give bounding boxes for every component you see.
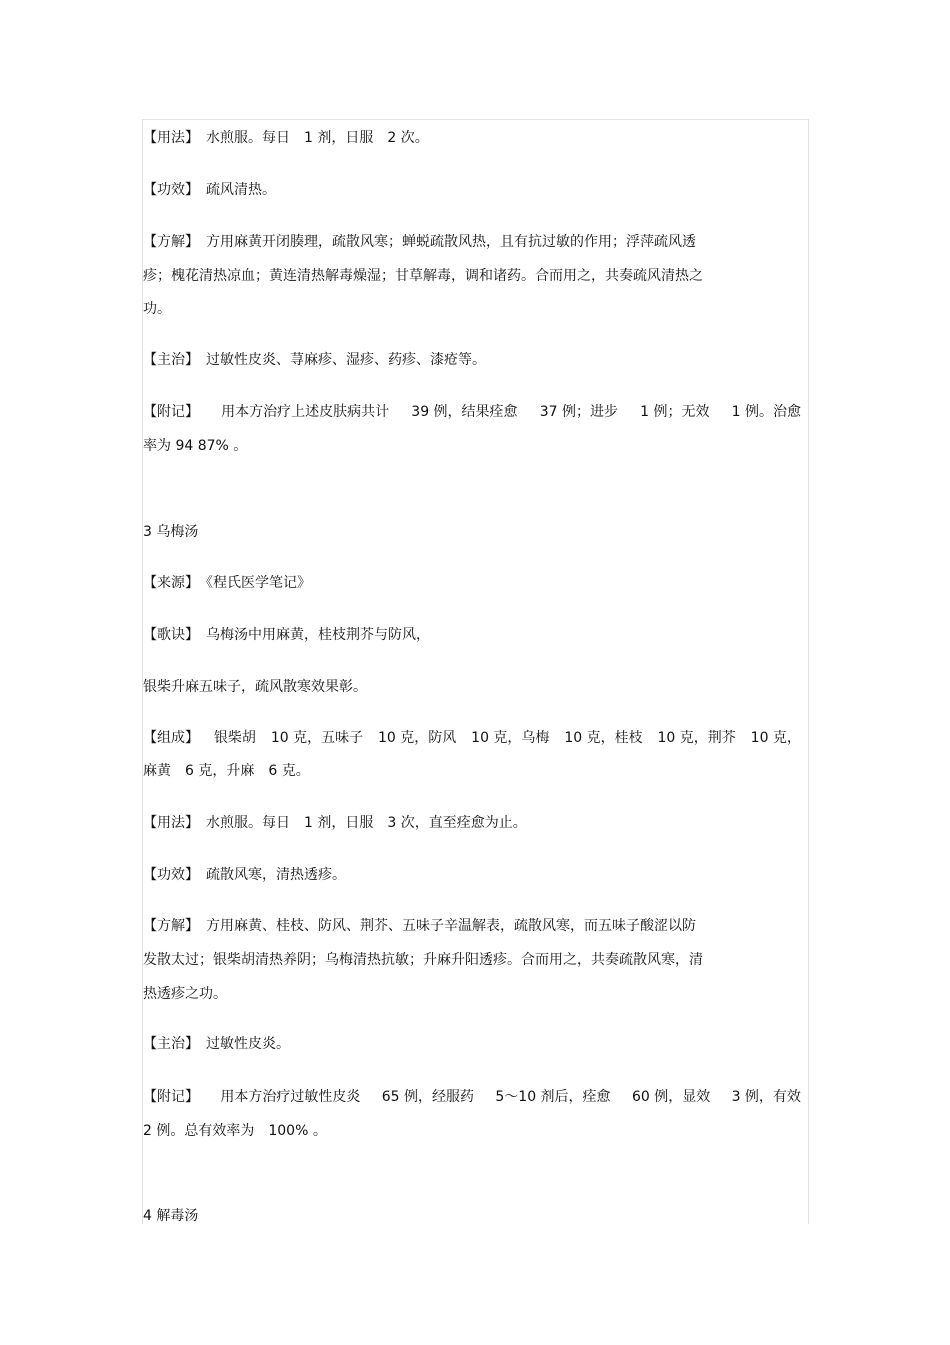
- note-text: 60 例，显效: [631, 1089, 711, 1105]
- note-text: 37 例；进步: [539, 404, 618, 420]
- analysis-line-3b: 发散太过；银柴胡清热养阴；乌梅清热抗敏；升麻升阳透疹。合而用之，共奏疏散风寒，清: [143, 952, 703, 968]
- efficacy-line-1: 【功效】 疏风清热。: [143, 182, 276, 198]
- analysis-line-1b: 疹；槐花清热凉血；黄连清热解毒燥湿；甘草解毒，调和诸药。合而用之，共奏疏风清热之: [143, 268, 703, 284]
- composition-text: 10 克，: [750, 730, 801, 746]
- composition-text: 10 克，五味子: [270, 730, 364, 746]
- analysis-line-1a: 【方解】 方用麻黄开闭腠理，疏散风寒；蝉蜕疏散风热，且有抗过敏的作用；浮萍疏风透: [143, 234, 696, 250]
- section-title-3: 3 乌梅汤: [143, 524, 199, 540]
- indication-line-3: 【主治】 过敏性皮炎。: [143, 1036, 290, 1052]
- note-line-3a: [143, 1087, 801, 1107]
- indication-line-1: 【主治】 过敏性皮炎、荨麻疹、湿疹、药疹、漆疮等。: [143, 352, 486, 368]
- composition-text: 银柴胡: [213, 730, 256, 746]
- note-label: 【附记】: [143, 1089, 199, 1105]
- section-title-4: 4 解毒汤: [143, 1208, 199, 1224]
- note-text: 5～10 剂后，痊愈: [495, 1089, 611, 1105]
- analysis-line-3a: 【方解】 方用麻黄、桂枝、防风、荆芥、五味子辛温解表，疏散风寒，而五味子酸涩以防: [143, 918, 696, 934]
- composition-text: 10 克，荆芥: [657, 730, 736, 746]
- verse-line-3a: 【歌诀】 乌梅汤中用麻黄，桂枝荆芥与防风，: [143, 627, 430, 643]
- note-text: 39 例，结果痊愈: [411, 404, 518, 420]
- composition-text: 10 克，乌梅: [471, 730, 550, 746]
- note-text: 用本方治疗过敏性皮炎: [220, 1089, 361, 1105]
- composition-line-3b: 麻黄 6 克，升麻 6 克。: [143, 763, 310, 779]
- composition-text: 10 克，桂枝: [564, 730, 643, 746]
- analysis-line-3c: 热透疹之功。: [143, 986, 227, 1002]
- note-line-1a: [143, 402, 801, 422]
- analysis-line-1c: 功。: [143, 301, 171, 317]
- usage-line-3: 【用法】 水煎服。每日 1 剂，日服 3 次，直至痊愈为止。: [143, 815, 527, 831]
- note-text: 1 例；无效: [640, 404, 710, 420]
- verse-line-3b: 银柴升麻五味子，疏风散寒效果彰。: [143, 679, 367, 695]
- composition-label: 【组成】: [143, 730, 199, 746]
- note-text: 65 例，经服药: [381, 1089, 475, 1105]
- composition-line-3a: [143, 728, 801, 748]
- note-text: 1 例。治愈: [731, 404, 801, 420]
- note-text: 3 例，有效: [731, 1089, 801, 1105]
- source-line-3: 【来源】 《程氏医学笔记》: [143, 575, 311, 591]
- note-label: 【附记】: [143, 404, 199, 420]
- composition-text: 10 克，防风: [377, 730, 457, 746]
- note-line-1b: 率为 94 87% 。: [143, 438, 248, 454]
- efficacy-line-3: 【功效】 疏散风寒，清热透疹。: [143, 867, 346, 883]
- note-line-3b: 2 例。总有效率为 100% 。: [143, 1123, 327, 1139]
- usage-line-1: 【用法】 水煎服。每日 1 剂，日服 2 次。: [143, 130, 429, 146]
- note-text: 用本方治疗上述皮肤病共计: [221, 404, 390, 420]
